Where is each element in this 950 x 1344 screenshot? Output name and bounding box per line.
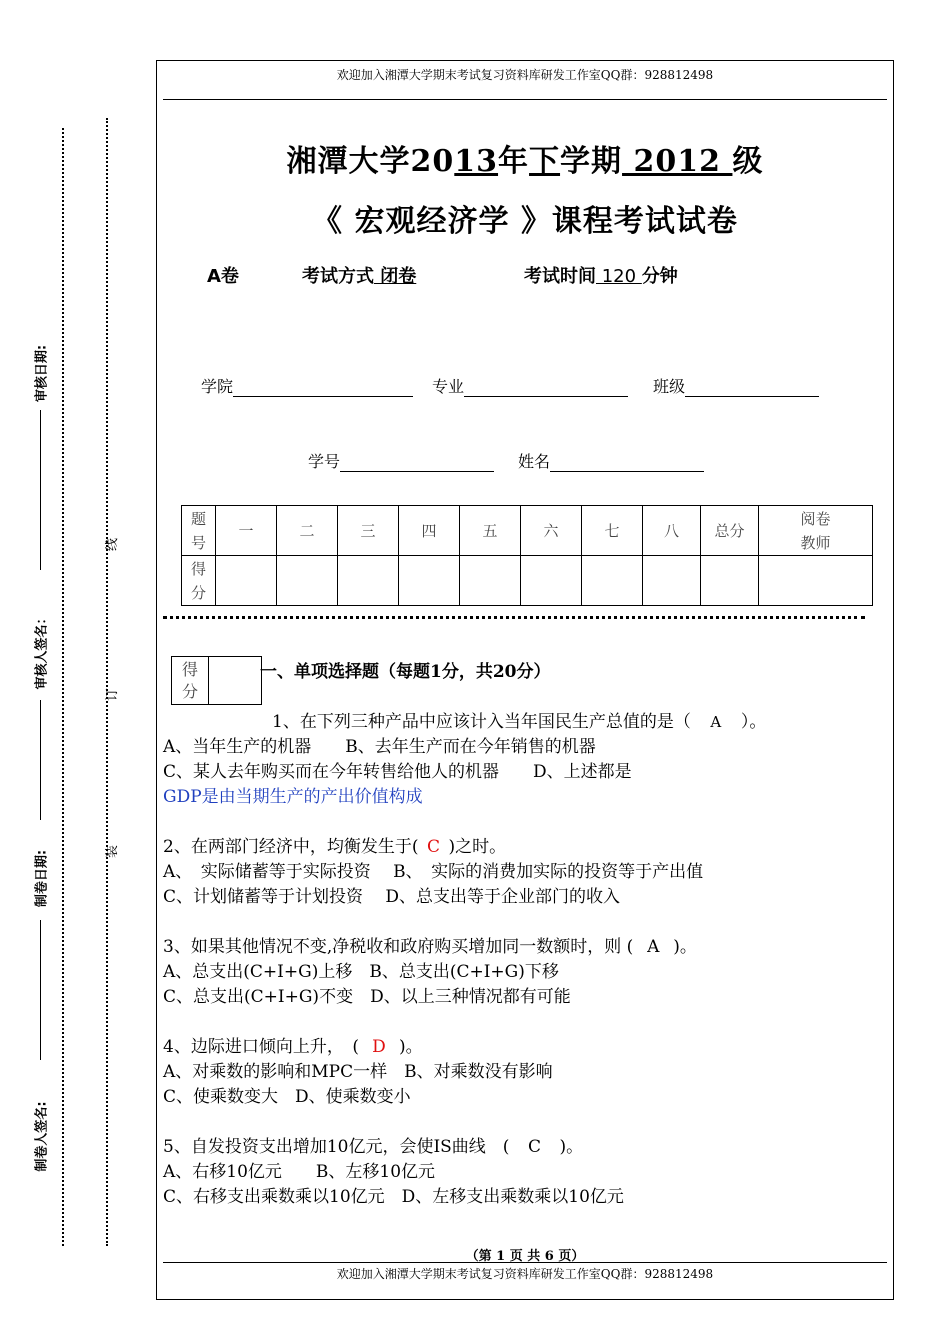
col-6: 六 xyxy=(521,506,582,556)
make-date-label: 制卷日期: xyxy=(34,849,50,908)
col-total: 总分 xyxy=(701,506,759,556)
score-cell[interactable] xyxy=(399,556,460,606)
q3-stem: 3、如果其他情况不变,净税收和政府购买增加同一数额时，则 ( A )。 xyxy=(163,937,697,957)
q2-answer: C xyxy=(426,837,440,857)
review-date-label: 审核日期: xyxy=(34,344,50,403)
q4-options-cd: C、使乘数变大 D、使乘数变小 xyxy=(163,1087,411,1107)
q1-note: GDP是由当期生产的产出价值构成 xyxy=(163,787,423,807)
col-3: 三 xyxy=(338,506,399,556)
q4-options-ab: A、对乘数的影响和MPC一样 B、对乘数没有影响 xyxy=(163,1062,553,1082)
q1-stem: 1、在下列三种产品中应该计入当年国民生产总值的是（ A ）。 xyxy=(272,712,767,732)
binding-dotted-line-right xyxy=(106,118,108,1246)
section-score-cell[interactable] xyxy=(209,657,262,705)
q5-options-ab: A、右移10亿元 B、左移10亿元 xyxy=(163,1162,436,1182)
table-header-score: 得 分 xyxy=(182,556,216,606)
score-cell[interactable] xyxy=(643,556,701,606)
class-field[interactable]: 班级 xyxy=(653,374,819,397)
q5-answer: C xyxy=(527,1137,541,1157)
reviewer-sign-blank xyxy=(40,700,41,820)
student-id-field[interactable]: 学号 xyxy=(308,449,494,472)
section-score-box xyxy=(171,656,262,705)
q5-stem: 5、自发投资支出增加10亿元，会使IS曲线 ( C )。 xyxy=(163,1137,584,1157)
col-8: 八 xyxy=(643,506,701,556)
score-cell[interactable] xyxy=(216,556,277,606)
binding-mark-order: 订 xyxy=(105,687,121,702)
q3-answer: A xyxy=(647,937,660,957)
q4-answer: D xyxy=(372,1037,386,1057)
q1-answer: A xyxy=(710,713,722,731)
binding-dotted-line-left xyxy=(62,128,64,1246)
score-cell[interactable] xyxy=(701,556,759,606)
q2-stem: 2、在两部门经济中，均衡发生于( C )之时。 xyxy=(163,837,507,857)
review-date-blank xyxy=(40,410,41,570)
q2-options-ab: A、 实际储蓄等于实际投资 B、 实际的消费加实际的投资等于产出值 xyxy=(163,862,704,882)
header-banner: 欢迎加入湘潭大学期末考试复习资料库研发工作室QQ群：928812498 xyxy=(336,68,714,82)
section-score-label: 得 分 xyxy=(172,657,209,705)
name-field[interactable]: 姓名 xyxy=(518,449,704,472)
q1-options-ab: A、当年生产的机器 B、去年生产而在今年销售的机器 xyxy=(163,737,596,757)
make-date-blank xyxy=(40,920,41,1060)
score-table xyxy=(181,505,873,606)
exam-title: 湘潭大学2013年下学期 2012 级 xyxy=(286,144,764,179)
footer-rule xyxy=(163,1262,887,1263)
score-cell[interactable] xyxy=(460,556,521,606)
exam-time: 考试时间 120 分钟 xyxy=(524,266,678,287)
score-cell[interactable] xyxy=(521,556,582,606)
paper-label: A卷 xyxy=(207,266,239,287)
header-rule xyxy=(163,99,887,100)
q5-options-cd: C、右移支出乘数乘以10亿元 D、左移支出乘数乘以10亿元 xyxy=(163,1187,624,1207)
course-title: 《 宏观经济学 》课程考试试卷 xyxy=(312,204,738,239)
score-cell[interactable] xyxy=(277,556,338,606)
section-title: 一、单项选择题（每题1分，共20分） xyxy=(260,662,551,682)
page-number: （第 1 页 共 6 页） xyxy=(465,1249,585,1264)
major-field[interactable]: 专业 xyxy=(432,374,628,397)
col-2: 二 xyxy=(277,506,338,556)
col-1: 一 xyxy=(216,506,277,556)
col-5: 五 xyxy=(460,506,521,556)
maker-sign-label: 制卷人签名: xyxy=(34,1101,50,1172)
reviewer-sign-label: 审核人签名： xyxy=(34,611,50,690)
footer-banner: 欢迎加入湘潭大学期末考试复习资料库研发工作室QQ群：928812498 xyxy=(336,1267,714,1281)
q3-options-cd: C、总支出(C+I+G)不变 D、以上三种情况都有可能 xyxy=(163,987,571,1007)
score-cell[interactable] xyxy=(582,556,643,606)
score-cell[interactable] xyxy=(338,556,399,606)
col-reviewer: 阅卷 教师 xyxy=(759,506,873,556)
q3-options-ab: A、总支出(C+I+G)上移 B、总支出(C+I+G)下移 xyxy=(163,962,559,982)
col-7: 七 xyxy=(582,506,643,556)
score-cell[interactable] xyxy=(759,556,873,606)
binding-mark-pack: 装 xyxy=(105,844,121,859)
tear-line xyxy=(163,616,865,619)
q1-options-cd: C、某人去年购买而在今年转售给他人的机器 D、上述都是 xyxy=(163,762,632,782)
college-field[interactable]: 学院 xyxy=(201,374,413,397)
table-header-question: 题 号 xyxy=(182,506,216,556)
q4-stem: 4、边际进口倾向上升， ( D )。 xyxy=(163,1037,423,1057)
binding-mark-line: 线 xyxy=(105,537,121,552)
q2-options-cd: C、计划储蓄等于计划投资 D、总支出等于企业部门的收入 xyxy=(163,887,621,907)
col-4: 四 xyxy=(399,506,460,556)
exam-method: 考试方式 闭卷 xyxy=(302,266,417,287)
